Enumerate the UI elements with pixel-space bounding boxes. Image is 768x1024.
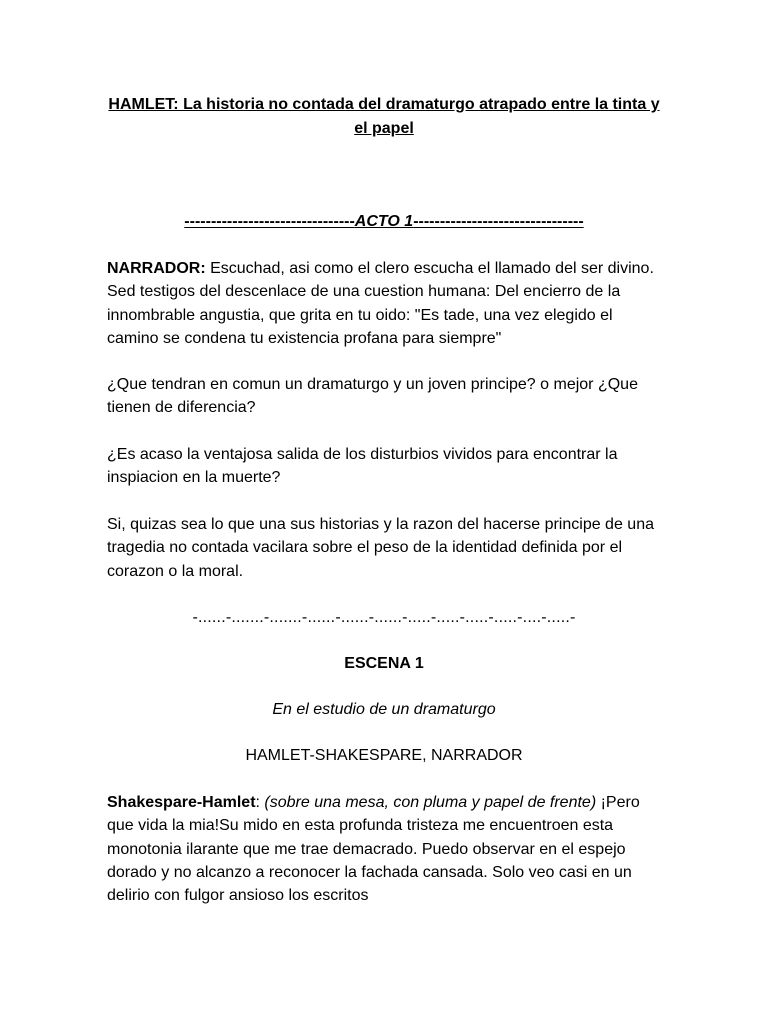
document-title: HAMLET: La historia no contada del dramaturgo atrapado entre la tinta y el papel: [108, 96, 660, 137]
dialogue-colon: :: [255, 794, 265, 811]
narrator-text: Escuchad, asi como el clero escucha el llamado del ser divino. Sed testigos del descenlace de una cuestion humana: Del encierro de la innombrable angustia, que grita en tu oido: "Es tade, una vez elegido el camino se condena tu existencia profana para siempre": [107, 260, 654, 347]
narrator-speaker: NARRADOR:: [107, 260, 206, 277]
dialogue-speaker: Shakespare-Hamlet: [107, 794, 256, 811]
section-separator: -......-.......-.......-......-......-......-.....-.....-.....-.....-....-.....-: [192, 609, 576, 626]
narrator-paragraph: [107, 257, 667, 350]
paragraph-answer: Si, quizas sea lo que una sus historias y la razon del hacerse principe de una tragedia no contada vacilara sobre el peso de la identidad definida por el corazon o la moral.: [107, 516, 654, 580]
dialogue-paragraph: [107, 791, 667, 907]
act-header: [100, 210, 668, 234]
act-dashes-left: --------------------------------: [184, 213, 355, 230]
scene-title: ESCENA 1: [344, 655, 424, 672]
act-dashes-right: --------------------------------: [413, 213, 584, 230]
scene-characters: HAMLET-SHAKESPARE, NARRADOR: [245, 747, 523, 764]
scene-setting: En el estudio de un dramaturgo: [272, 701, 496, 718]
dialogue-text: ¡Pero que vida la mia!Su mido en esta profunda tristeza me encuentroen esta monotonia ilarante que me trae demacrado. Puedo observar en el espejo dorado y no alcanzo a reconocer la fachada cansada. Solo veo casi en un delirio con fulgor ansioso los escritos: [107, 794, 640, 905]
act-label: ACTO 1: [354, 213, 414, 230]
paragraph-question-2: ¿Es acaso la ventajosa salida de los disturbios vividos para encontrar la inspiacion en la muerte?: [107, 446, 618, 487]
stage-direction: (sobre una mesa, con pluma y papel de frente): [264, 794, 597, 811]
paragraph-question-1: ¿Que tendran en comun un dramaturgo y un joven principe? o mejor ¿Que tienen de diferencia?: [107, 376, 638, 417]
